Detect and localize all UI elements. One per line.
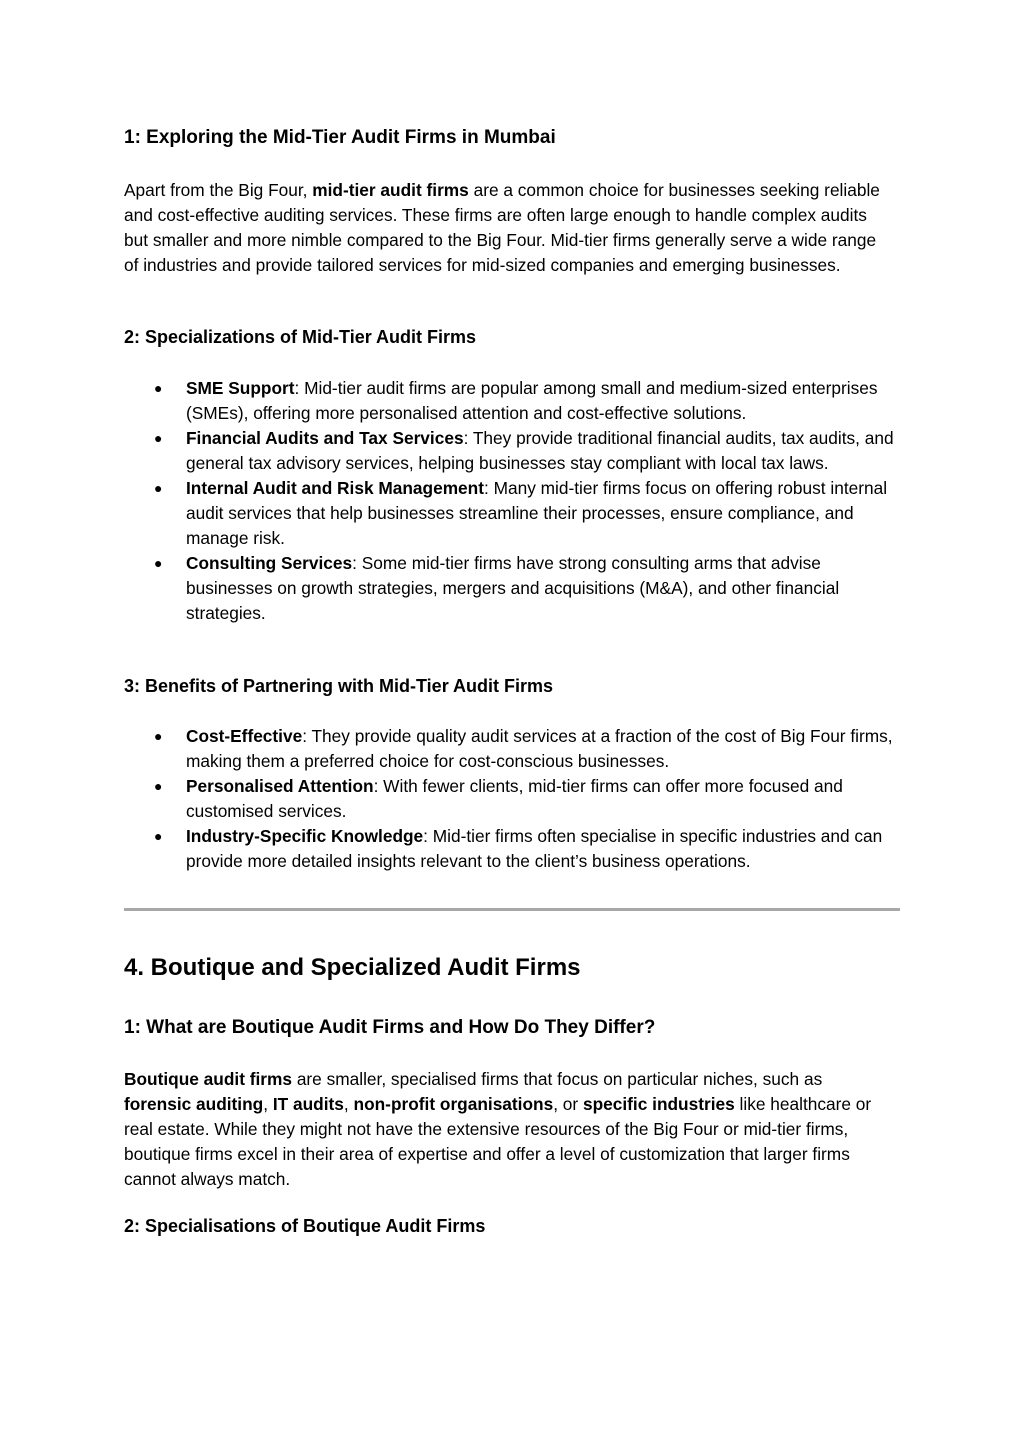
- bold-term: mid-tier audit firms: [312, 180, 469, 200]
- list-item-term: Industry-Specific Knowledge: [186, 826, 424, 846]
- paragraph-text: Apart from the Big Four,: [124, 180, 313, 200]
- section-heading-benefits: 3: Benefits of Partnering with Mid-Tier Audit Firms: [124, 676, 554, 696]
- bullet-icon: ●: [154, 480, 163, 496]
- paragraph-text: are smaller, specialised firms that focus on particular niches, such as: [292, 1069, 823, 1089]
- list-item-text: : Many mid-tier firms focus on offering robust internal audit services that help businesses streamline their processes, ensure compliance, and manage risk.: [186, 478, 888, 548]
- list-item: [124, 824, 900, 874]
- list-item-text: : Mid-tier audit firms are popular among small and medium-sized enterprises (SMEs), offering more personalised attention and cost-effective solutions.: [186, 378, 878, 423]
- subsection-heading-specialisations-boutique: 2: Specialisations of Boutique Audit Firms: [124, 1216, 486, 1236]
- bullet-icon: ●: [154, 778, 163, 794]
- benefits-list: [124, 724, 900, 874]
- bold-term: forensic auditing: [124, 1094, 264, 1114]
- intro-paragraph: [124, 178, 894, 278]
- section-heading-boutique: 4. Boutique and Specialized Audit Firms: [124, 954, 581, 981]
- section-heading-mid-tier: 1: Exploring the Mid-Tier Audit Firms in Mumbai: [124, 127, 556, 148]
- list-item: [124, 551, 900, 626]
- list-item-term: Financial Audits and Tax Services: [186, 428, 464, 448]
- list-item-text: : Mid-tier firms often specialise in specific industries and can provide more detailed insights relevant to the client’s business operations.: [186, 826, 883, 871]
- bold-term: Boutique audit firms: [124, 1069, 293, 1089]
- list-item-text: : Some mid-tier firms have strong consulting arms that advise businesses on growth strategies, mergers and acquisitions (M&A), and other financial strategies.: [186, 553, 840, 623]
- list-item-term: Cost-Effective: [186, 726, 303, 746]
- list-item: [124, 426, 900, 476]
- subsection-heading-what-are-boutique: 1: What are Boutique Audit Firms and How Do They Differ?: [124, 1017, 656, 1038]
- bullet-icon: ●: [154, 430, 163, 446]
- bullet-icon: ●: [154, 828, 163, 844]
- paragraph-text: are a common choice for businesses seeking reliable and cost-effective auditing services. These firms are often large enough to handle complex audits but smaller and more nimble compared to the Big Four. Mid-tier firms generally serve a wide range of industries and provide tailored services for mid-sized companies and emerging businesses.: [124, 180, 880, 275]
- list-item: [124, 476, 900, 551]
- section-heading-specializations: 2: Specializations of Mid-Tier Audit Firms: [124, 327, 477, 347]
- list-item: [124, 724, 900, 774]
- list-item-term: Internal Audit and Risk Management: [186, 478, 484, 498]
- list-item-text: : They provide traditional financial audits, tax audits, and general tax advisory services, helping businesses stay compliant with local tax laws.: [186, 428, 894, 473]
- list-item-term: Personalised Attention: [186, 776, 374, 796]
- paragraph-text: , or: [553, 1094, 583, 1114]
- bullet-icon: ●: [154, 380, 163, 396]
- bullet-icon: ●: [154, 728, 163, 744]
- boutique-paragraph: [124, 1067, 894, 1192]
- list-item-text: : With fewer clients, mid-tier firms can offer more focused and customised services.: [186, 776, 843, 821]
- horizontal-divider: [124, 908, 900, 911]
- list-item-text: : They provide quality audit services at a fraction of the cost of Big Four firms, making them a preferred choice for cost-conscious businesses.: [186, 726, 893, 771]
- bullet-icon: ●: [154, 555, 163, 571]
- list-item: [124, 376, 900, 426]
- paragraph-text: ,: [263, 1094, 273, 1114]
- list-item-term: SME Support: [186, 378, 295, 398]
- bold-term: IT audits: [272, 1094, 344, 1114]
- list-item-term: Consulting Services: [186, 553, 353, 573]
- paragraph-text: like healthcare or real estate. While they might not have the extensive resources of the Big Four or mid-tier firms, boutique firms excel in their area of expertise and offer a level of customization that larger firms cannot always match.: [124, 1094, 872, 1189]
- paragraph-text: ,: [343, 1094, 354, 1114]
- list-item: [124, 774, 900, 824]
- specializations-list: [124, 376, 900, 626]
- bold-term: specific industries: [582, 1094, 735, 1114]
- bold-term: non-profit organisations: [353, 1094, 554, 1114]
